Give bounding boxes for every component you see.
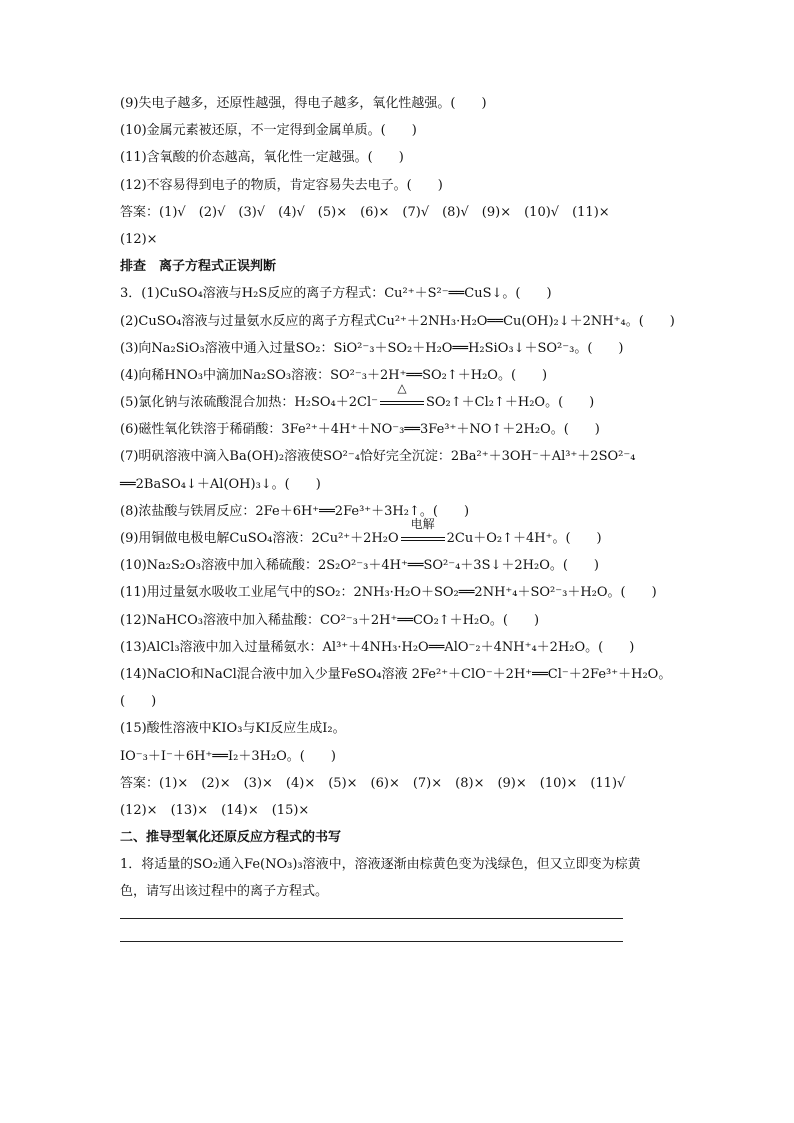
answer-line-continued: (12)× (13)× (14)× (15)× xyxy=(120,802,310,818)
question-item-10: (10)金属元素被还原，不一定得到金属单质。( ) xyxy=(120,123,417,139)
equation-item-7-continued: ══2BaSO₄↓＋Al(OH)₃↓。( ) xyxy=(120,476,321,492)
equation-item-9 xyxy=(120,517,685,548)
heat-condition-label: △ xyxy=(397,381,407,396)
equation-item-12: (12)NaHCO₃溶液中加入稀盐酸：CO²⁻₃＋2H⁺══CO₂↑＋H₂O。( ) xyxy=(120,612,540,628)
reaction-condition-arrow xyxy=(401,517,445,548)
equation-item-11: (11)用过量氨水吸收工业尾气中的SO₂：2NH₃·H₂O＋SO₂══2NH⁺₄＋SO²⁻₃＋H₂O。( ) xyxy=(120,585,657,601)
equation-item-15: (15)酸性溶液中KIO₃与KI反应生成I₂。 xyxy=(120,721,346,737)
equation-item-4: (4)向稀HNO₃中滴加Na₂SO₃溶液：SO²⁻₃＋2H⁺══SO₂↑＋H₂O。( ) xyxy=(120,367,548,383)
equation-item-3: (3)向Na₂SiO₃溶液中通入过量SO₂：SiO²⁻₃＋SO₂＋H₂O══H₂SiO₃↓＋SO²⁻₃。( ) xyxy=(120,340,624,356)
equation-item-15-continued: IO⁻₃＋I⁻＋6H⁺══I₂＋3H₂O。( ) xyxy=(120,748,336,764)
equation-text: 2Cu＋O₂↑＋4H⁺。( ) xyxy=(446,531,602,546)
question-text-continued: 色，请写出该过程中的离子方程式。 xyxy=(120,884,329,900)
equation-item-7: (7)明矾溶液中滴入Ba(OH)₂溶液使SO²⁻₄恰好完全沉淀：2Ba²⁺＋3OH⁻＋Al³⁺＋2SO²⁻₄ xyxy=(120,449,636,465)
double-line-icon xyxy=(380,401,424,405)
answer-line: 答案：(1)× (2)× (3)× (4)× (5)× (6)× (7)× (8)× (9)× (10)× (11)√ xyxy=(120,775,626,791)
answer-blank-line[interactable] xyxy=(120,918,623,919)
document-content xyxy=(120,95,685,942)
electrolysis-condition-label: 电解 xyxy=(410,517,435,531)
reaction-condition-arrow xyxy=(380,381,424,412)
equation-item-6: (6)磁性氧化铁溶于稀硝酸：3Fe²⁺＋4H⁺＋NO⁻₃══3Fe³⁺＋NO↑＋2H₂O。( ) xyxy=(120,422,600,438)
equation-item-5 xyxy=(120,381,685,412)
equation-item-14-continued: ( ) xyxy=(120,694,157,710)
answer-line: 答案：(1)√ (2)√ (3)√ (4)√ (5)× (6)× (7)√ (8)√ (9)× (10)√ (11)× xyxy=(120,204,610,220)
equation-item-1: 3．(1)CuSO₄溶液与H₂S反应的离子方程式：Cu²⁺＋S²⁻══CuS↓。( ) xyxy=(120,286,552,302)
equation-text: SO₂↑＋Cl₂↑＋H₂O。( ) xyxy=(425,395,595,411)
equation-item-10: (10)Na₂S₂O₃溶液中加入稀硫酸：2S₂O²⁻₃＋4H⁺══SO²⁻₄＋3S↓＋2H₂O。( ) xyxy=(120,558,600,574)
equation-text: (5)氯化钠与浓硫酸混合加热：H₂SO₄＋2Cl⁻ xyxy=(120,395,378,411)
equation-item-8: (8)浓盐酸与铁屑反应：2Fe＋6H⁺══2Fe³⁺＋3H₂↑。( ) xyxy=(120,503,470,519)
section-heading: 二、推导型氧化还原反应方程式的书写 xyxy=(120,830,342,846)
equation-item-2: (2)CuSO₄溶液与过量氨水反应的离子方程式Cu²⁺＋2NH₃·H₂O══Cu(OH)₂↓＋2NH⁺₄。( ) xyxy=(120,313,675,329)
question-item-11: (11)含氧酸的价态越高，氧化性一定越强。( ) xyxy=(120,150,404,166)
equation-item-14: (14)NaClO和NaCl混合液中加入少量FeSO₄溶液 2Fe²⁺＋ClO⁻＋2H⁺══Cl⁻＋2Fe³⁺＋H₂O。 xyxy=(120,666,672,682)
question-text: 1．将适量的SO₂通入Fe(NO₃)₃溶液中，溶液逐渐由棕黄色变为浅绿色，但又立即变为棕黄 xyxy=(120,857,641,873)
answer-line-continued: (12)× xyxy=(120,231,158,247)
double-line-icon xyxy=(401,537,445,541)
question-item-9: (9)失电子越多，还原性越强，得电子越多，氧化性越强。( ) xyxy=(120,96,487,111)
equation-item-13: (13)AlCl₃溶液中加入过量稀氨水：Al³⁺＋4NH₃·H₂O══AlO⁻₂＋4NH⁺₄＋2H₂O。( ) xyxy=(120,639,635,655)
section-heading: 排查 离子方程式正误判断 xyxy=(120,259,277,275)
equation-text: (9)用铜做电极电解CuSO₄溶液：2Cu²⁺＋2H₂O xyxy=(120,531,399,546)
answer-blank-line[interactable] xyxy=(120,941,623,942)
question-item-12: (12)不容易得到电子的物质，肯定容易失去电子。( ) xyxy=(120,177,443,193)
